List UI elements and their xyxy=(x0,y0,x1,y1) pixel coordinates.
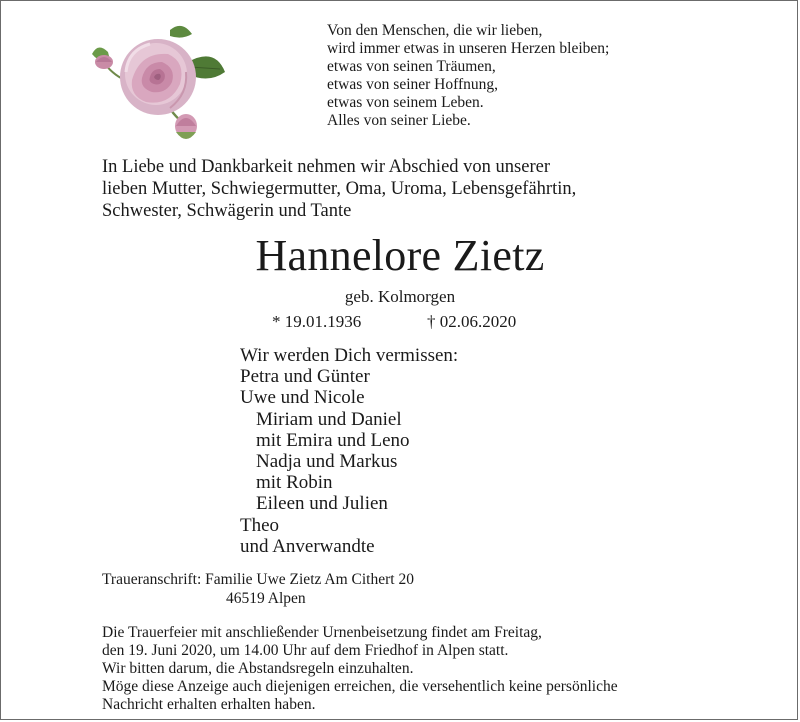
poem-line: etwas von seinen Träumen, xyxy=(327,58,496,75)
intro-line: In Liebe und Dankbarkeit nehmen wir Abschied von unserer xyxy=(102,157,550,177)
mourner-line: Wir werden Dich vermissen: xyxy=(240,345,459,366)
mourner-line: Miriam und Daniel xyxy=(256,408,402,430)
mourner-line: und Anverwandte xyxy=(240,535,375,557)
funeral-notice xyxy=(102,624,618,714)
birth-date: * 19.01.1936 xyxy=(272,312,362,331)
death-date: † 02.06.2020 xyxy=(427,312,517,331)
mourner-line: Theo xyxy=(240,514,280,536)
rose-icon xyxy=(90,22,230,147)
poem-line: wird immer etwas in unseren Herzen bleiben; xyxy=(327,40,610,57)
notice-line: den 19. Juni 2020, um 14.00 Uhr auf dem Friedhof in Alpen statt. xyxy=(102,642,509,659)
birth-name: geb. Kolmorgen xyxy=(344,287,456,306)
notice-line: Wir bitten darum, die Abstandsregeln einzuhalten. xyxy=(102,660,414,677)
mourner-line: Nadja und Markus xyxy=(256,451,398,473)
mourner-line: mit Robin xyxy=(256,472,333,494)
intro-line: Schwester, Schwägerin und Tante xyxy=(102,201,352,221)
mourners-list xyxy=(240,345,458,557)
poem-line: Von den Menschen, die wir lieben, xyxy=(327,22,543,39)
poem-line: etwas von seiner Hoffnung, xyxy=(327,76,499,93)
mourner-line: Eileen und Julien xyxy=(256,493,388,515)
poem-line: etwas von seinem Leben. xyxy=(327,94,484,111)
notice-line: Nachricht erhalten erhalten haben. xyxy=(102,696,316,713)
intro-text xyxy=(102,156,576,222)
notice-line: Die Trauerfeier mit anschließender Urnenbeisetzung findet am Freitag, xyxy=(102,624,542,641)
mourning-address-city: 46519 Alpen xyxy=(226,590,306,607)
deceased-name: Hannelore Zietz xyxy=(255,231,545,280)
intro-line: lieben Mutter, Schwiegermutter, Oma, Uroma, Lebensgefährtin, xyxy=(102,179,577,199)
mourner-line: Petra und Günter xyxy=(240,366,370,388)
mourning-address: Traueranschrift: Familie Uwe Zietz Am Cithert 20 xyxy=(102,571,414,588)
poem-line: Alles von seiner Liebe. xyxy=(327,112,471,129)
mourner-line: Uwe und Nicole xyxy=(240,387,365,409)
mourner-line: mit Emira und Leno xyxy=(256,429,410,451)
poem xyxy=(327,22,609,130)
notice-line: Möge diese Anzeige auch diejenigen erreichen, die versehentlich keine persönliche xyxy=(102,678,618,695)
